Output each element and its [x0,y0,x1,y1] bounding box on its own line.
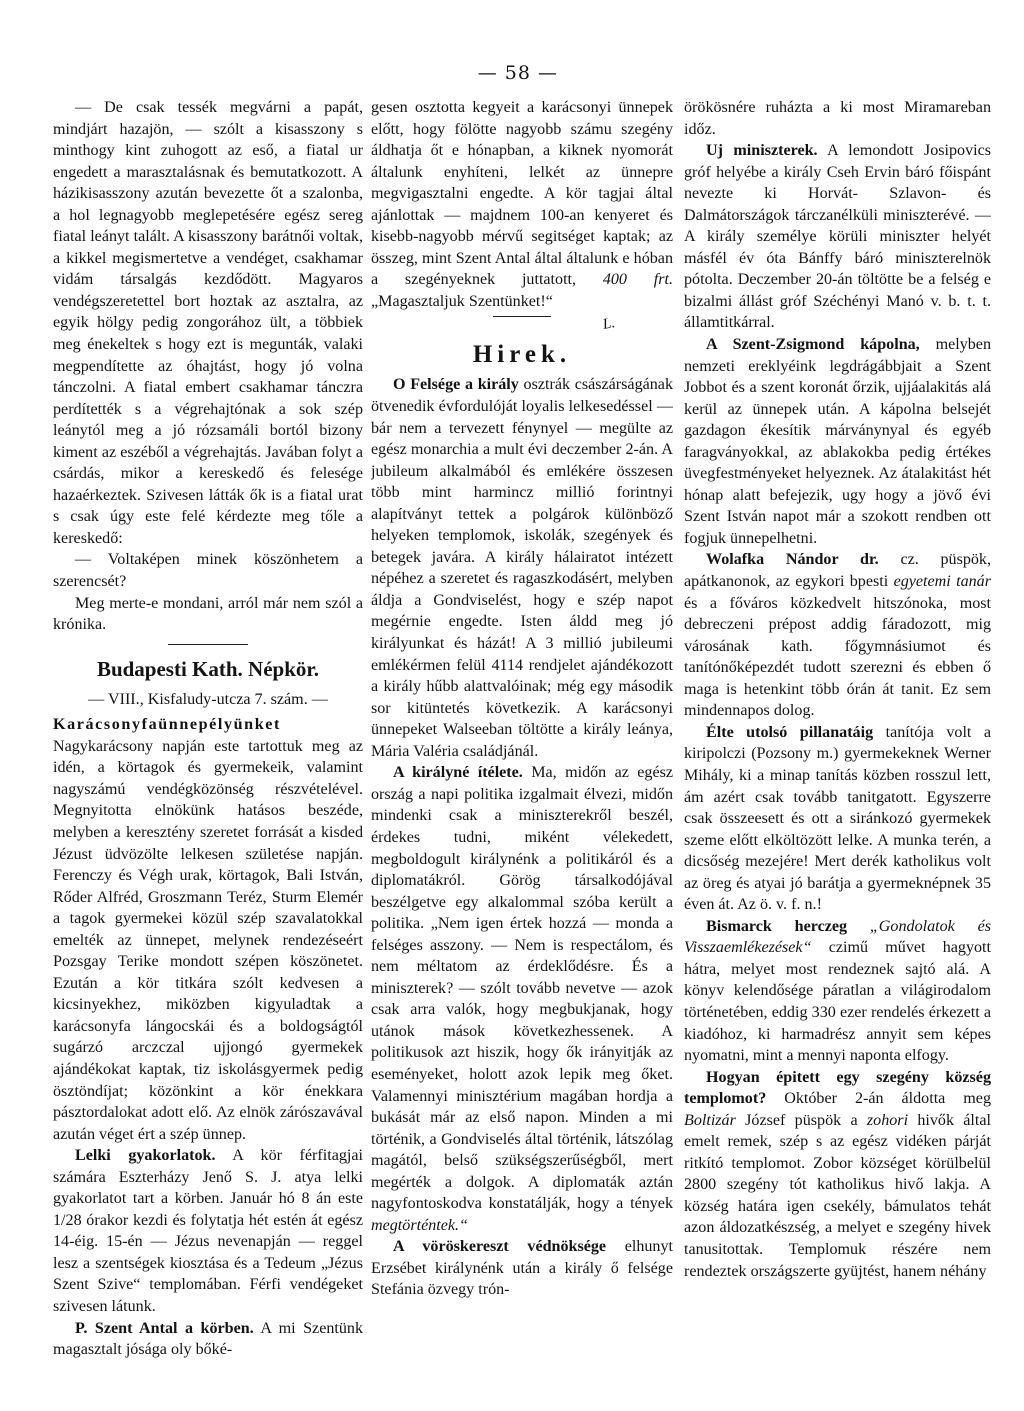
news-item-saint-anthony-cont [371,97,673,312]
news-item-body: tanítója volt a kiripolczi (Pozsony m.) gyermekeknek Werner Mihály, ki a minap tanítás közben rosszul lett, ám azért csak tovább tanitgatott. Egyszerre csak összeesett és ott a siránkozó gyermekek szeme előtt elköltözött lelke. A munka terén, a dicsőség mezejére! Mert derék katholikus volt az öreg és atyai jó barátja a gyermeknépnek 35 éven át. Az ö. v. f. n.! [684,723,991,914]
page-number: — 58 — [477,62,558,84]
news-item-title: O Felsége a király [393,376,519,394]
news-item-teacher [684,722,991,916]
section-address: — VIII., Kisfaludy-utcza 7. szám. — [88,690,328,708]
section-heading: Budapesti Kath. Népkör. [96,656,320,681]
story-paragraph: — Voltaképen minek köszönhetem a szerencsét? [53,551,363,591]
section-divider [493,316,551,317]
news-item-christmas [53,714,363,1145]
news-item-body: és a főváros közkedvelt hitszónoka, most debreczeni prépost addig fáradozott, mig városának kath. főgymnásiumot és tanítónőképezdét tudott szerezni és ebben ő maga is hetenkint több órán át tanit. Ez sem mindennapos dolog. [684,594,991,720]
story-paragraph: Meg merte-e mondani, arról már nem szól a krónika. [53,594,363,634]
news-item-body: gesen osztotta kegyeit a karácsonyi ünnepek előtt, hogy fölötte nagyobb számu szegény áldhatja őt e hónapban, a kiknek nyomorát általunk enyhíteni, lelkét az ünnepre megvigasztalni engedte. A kör tagjai által ajánlottak — majdnem 100-an kenyeret és kisebb-nagyobb mérvű segitséget kaptak; az összeg, mint Szent Antal által általunk e hóban a szegényeknek juttatott, [371,99,673,289]
news-item-body: A kör férfitagjai számára Eszterházy Jenő S. J. atya lelki gyakorlatot tart a körben. Január hó 8 án este 1/28 órakor kezdi és folytatja hét estén át egész 14-éig. 15-én — Jézus nevenapján — reggel lesz a szentségek kiosztása és a Tedeum „Jézus Szent Szive“ templomában. Férfi vendégeket szivesen látunk. [53,1147,363,1315]
news-item-title: Élte utolsó pillanatáig [706,723,874,741]
news-item-title: A királyné ítélete. [393,764,523,782]
news-item-body: A lemondott Josipovics gróf helyébe a király Cseh Ervin báró főispánt nevezte ki Horvát- Szlavon- és Dalmátországok tárczanélküli miniszterévé. — A király személye körüli miniszter helyét másfél év óta Bánffy báró miniszterelnök pótolta. Deczember 20-án töltötte be a felség e bizalmi állást gróf Széchényi Manó v. b. t. t. államtitkárral. [684,142,991,332]
signature-row [371,316,673,338]
news-item-title: Karácsonyfaünnepélyünket [53,716,281,734]
news-item-body: József püspök a [745,1111,858,1129]
section-divider [168,644,248,645]
news-section-title: Hirek. [472,341,572,369]
news-item-ministers [684,140,991,334]
news-item-body: melyben nemzeti ereklyéink legdrágábbjait a Szent Jobbot és a szent koronát őrzik, ujjáalakitás alá kerül az ünnepek után. A kápolna belsejét gazdagon ékesítik márványnyal és egyéb faragványokkal, az ablakokba pedig értékes üvegfestményeket helyeznek. Az átalakitást hét hónap alatt befejezik, ugy hogy a jövő évi Szent István napot már a szokott rendben ott fogjuk ünnepelhetni. [684,336,991,547]
news-item-closing: „Magasztaljuk Szentünket!“ [371,292,553,310]
news-item-bismarck [684,916,991,1067]
signature: L. [601,315,617,334]
story-paragraph: — De csak tessék megvárni a papát, mindjárt hazajön, — szólt a kisasszony s minthogy kint zuhogott az eső, a fiatal ur engedett a marasztalásnak és bemutatkozott. A házikisasszony azután bevezette őt a szalonba, a hol legnagyobb meglepetésére egész sereg fiatal leányt talált. A kisasszony barátnői voltak, a kikkel megismertetve a vendéget, csakhamar vidám társalgás kezdődött. Magyaros vendégszeretettel bort hoztak az asztalra, az egyik hölgy pedig zongorához ült, a többiek meg énekeltek s hogy ezt is megunták, valaki megpendítette az óhajtást, hogy jó volna tánczolni. A fiatal embert csakhamar tánczra perdítették s a végrehajtónak a sok szép leánytól meg a jó rózsamáli bortól bizony kiment az eszéből a végrehajtás. Javában folyt a csárdás, mikor a kereskedő és felesége hazaérkeztek. Szivesen látták ők is a fiatal urat s csak úgy este felé kérdezte meg tőle a kereskedő: [53,99,363,547]
news-item-body: hivők által emelt remek, szép s az egész vidéken párját ritkító templomot. Zobor községet körülbelül 2800 szegény tót katholikus hivő lakja. A község határa igen csekély, bámulatos tehát azon áldozatkészség, a melyet e szegény hivek tanusitottak. Templomuk részére nem rendeztek országszerte gyüjtést, hanem néhány [684,1111,991,1280]
column-3 [684,97,991,1383]
news-item-body: Nagykarácsony napján este tartottuk meg az idén, a körtagok és gyermekeik, valamint nagyszámú vendégközönség részvételével. Megnyitotta elnökünk hatásos beszéde, melyben a keresztény szeretet forrását a kisded Jézust üdvözölte lelkesen születése napján. Ferenczy és Végh urak, körtagok, Bali István, Rőder Alfréd, Groszmann Teréz, Sturm Elemér a tagok gyermekei közül szép szavalatokkal emelték az ünnepet, melynek rendezéseért Pozsgay Terike mondott szépen köszönetet. Ezután a kör titkára szólt kedvesen a kicsinyekhez, miközben kigyuladtak a karácsonyfa lángocskái és a boldogságtól sugárzó arczczal ujjongó gyermekek ajándékokat kaptak, tiz iskolásgyermek pedig ösztöndíjat; közönkint a kör énekkara pásztordalokat adott elő. Az elnök zárószavával azután véget ért a szép ünnep. [53,737,363,1143]
news-item-body: A mi Szentünk magasztalt jósága oly bőké- [53,1319,363,1359]
news-item-body: Október 2-án áldotta meg [784,1090,991,1108]
news-item-saint-anthony [53,1318,363,1361]
news-item-title: P. Szent Antal a körben. [75,1319,254,1337]
news-item-body: czimű művet hagyott hátra, melyet most rendeznek sajtó alá. A könyv kelendősége páratlan a világirodalom történetében, eddig 330 ezer rendelés érkezett a kiadóhoz, ki harmadrész annyit sem képes nyomatni, mint a mennyi naponta elfogy. [684,939,991,1065]
news-item-king [371,374,673,762]
news-item-title: Uj miniszterek. [706,142,818,160]
news-item-title: A Szent-Zsigmond kápolna, [706,336,920,354]
news-item-title: Wolafka Nándor dr. [706,551,879,569]
news-item-title: A vöröskereszt védnöksége [393,1238,607,1256]
news-item-italic: zohori [866,1111,909,1129]
news-item-italic: Boltizár [684,1111,736,1129]
news-item-italic: egyetemi tanár [893,573,991,591]
news-item-queen [371,762,673,1236]
news-item-title: Hogyan épitett egy szegény község templomot? [684,1068,991,1108]
news-item-body: Ma, midőn az egész ország a napi politika izgalmait élvezi, midőn mindenki csak a miniszterekről beszél, érdekes tudni, miként vélekedett, megboldogult királynénk a politikáról és a diplomatákról. Görög társalkodójával beszélgetve egy alkalommal szóba került a politika. „Nem igen értek hozzá — monda a felséges asszony. — Nem is respectálom, és nem méltatom az érdeklődésre. És a miniszterek? — szólt tovább nevetve — azok csak arra valók, hogy megbukjanak, hogy utánok mások következhessenek. A politikusok azt hiszik, hogy ők irányitják az eseményeket, holott azok lepik meg őket. Valamennyi minisztérium magában hordja a bukását már az első napon. Minden a mi történik, a Gondviselés által történik, látszólag magától, belső szükségszerűségből, mert megérték a dolgok. A diplomaták aztán nagyfontoskodva konstatálják, hogy a tények [371,764,673,1213]
news-item-body: elhunyt Erzsébet királynénk után a király ő felsége Stefánia özvegy trón- [371,1238,673,1299]
news-item-body: cz. püspök, apátkanonok, az egykori bpesti [684,551,991,591]
news-item-italic: megtörténtek.“ [371,1216,468,1234]
news-item-italic: „Gondolatok és Visszaemlékezések“ [684,917,991,957]
news-item-wolafka [684,549,991,721]
news-item-red-cross-cont: örökösnére ruházta a ki most Miramareban időz. [684,99,991,138]
amount: 400 frt. [602,271,673,289]
news-item-chapel [684,334,991,549]
news-item-body: osztrák császárságának ötvenedik évfordulóját loyalis lelkesedéssel — bár nem a tervezett fénynyel — megülte az egész monarchia a mult évi deczember 2-án. A jubileum alkalmából és emlékére összesen több mint harmincz millió forintnyi alapítványt tettek a polgárok különböző helyeken templomok, iskolák, szegények és betegek javára. A király hálairatot intézett népéhez a szeretet és ragaszkodásért, melyben áldja a Gondviselést, hogy e szép napot megérnie engedte. Isten áldd meg jó királyunkat és házát! A 3 millió jubileumi emlékérmen felül 4114 rendjelet ajándékozott a király hűbb alattvalóinak; még egy második sor kitüntetés következik. A karácsonyi ünnepeket Walseeban töltötte a király leánya, Mária Valéria családjánál. [371,376,673,760]
news-item-red-cross [371,1236,673,1301]
news-item-retreat [53,1145,363,1317]
column-2 [371,97,673,1383]
news-item-church [684,1067,991,1282]
news-item-title: Lelki gyakorlatok. [75,1147,216,1165]
news-item-title: Bismarck herczeg [706,917,848,935]
column-1 [53,97,363,1383]
